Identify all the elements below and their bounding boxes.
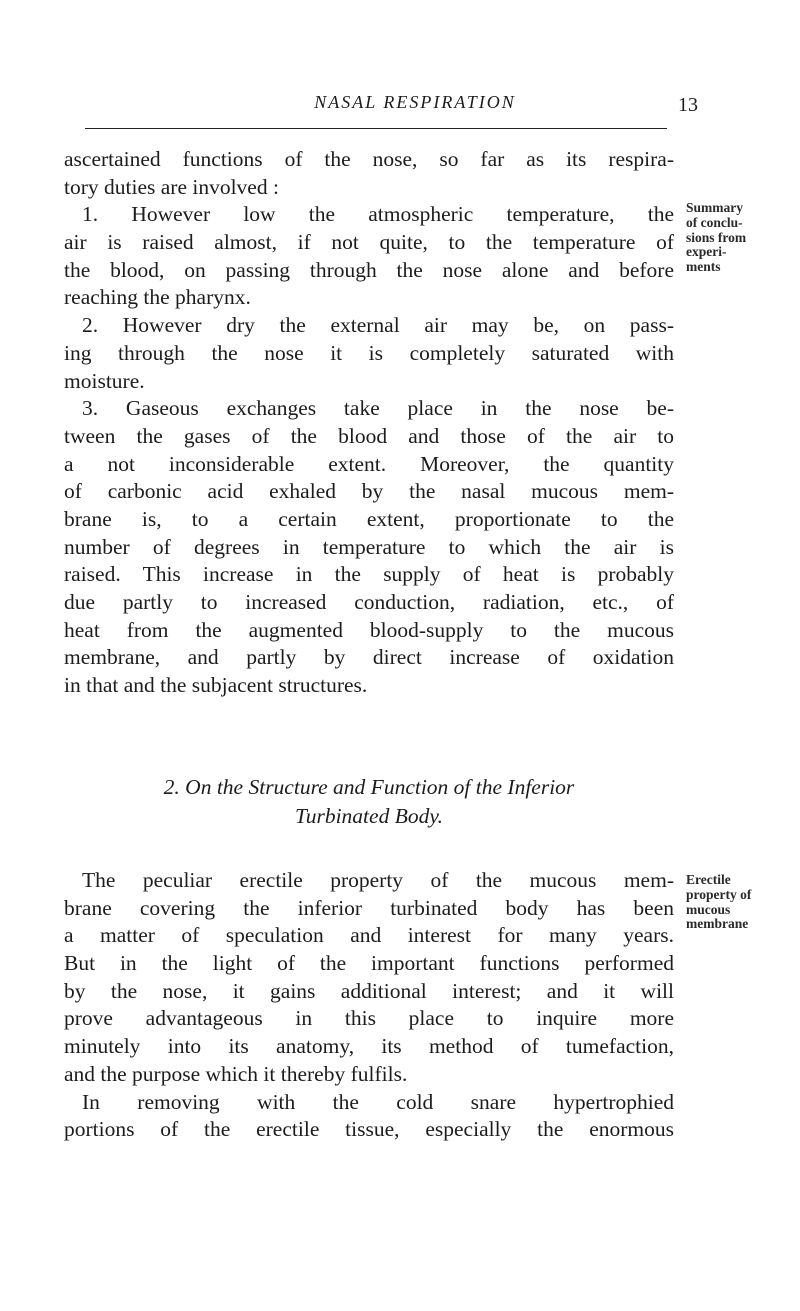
margin-note-line: mucous (686, 901, 731, 917)
running-head (0, 92, 800, 116)
margin-note-line: Summary (686, 200, 743, 215)
margin-note-line: membrane (686, 916, 749, 932)
margin-note-line: experi- (686, 244, 727, 260)
text-line: due partly to increased conduction, radiation, etc., of (64, 590, 674, 614)
text-line: of carbonic acid exhaled by the nasal mucous mem- (64, 479, 674, 504)
text-line: 1. However low the atmospheric temperature, the (82, 202, 674, 227)
text-line: a matter of speculation and interest for many years. (64, 923, 674, 948)
text-line: by the nose, it gains additional interest; and it will (64, 978, 674, 1003)
section-heading-line: Turbinated Body. (294, 804, 444, 828)
text-line: tween the gases of the blood and those of the air to (64, 423, 674, 448)
running-title: NASAL RESPIRATION (314, 92, 516, 112)
text-line: prove advantageous in this place to inquire more (64, 1006, 674, 1031)
text-block-summary (64, 146, 674, 700)
text-line: and the purpose which it thereby fulfils. (64, 1061, 408, 1086)
text-line: raised. This increase in the supply of heat is probably (64, 562, 674, 587)
text-line: 3. Gaseous exchanges take place in the nose be- (82, 396, 674, 421)
margin-note-line: ments (686, 259, 721, 275)
text-line: brane covering the inferior turbinated body has been (64, 895, 674, 920)
text-line: But in the light of the important functions performed (64, 951, 674, 976)
text-line: The peculiar erectile property of the mucous mem- (82, 868, 674, 892)
text-line: membrane, and partly by direct increase of oxidation (64, 645, 674, 670)
margin-note-line: Erectile (686, 872, 731, 887)
text-line: ing through the nose it is completely saturated with (64, 340, 674, 365)
text-line: 2. However dry the external air may be, on pass- (82, 313, 674, 338)
text-line: heat from the augmented blood-supply to the mucous (64, 617, 674, 642)
section-heading (64, 773, 674, 831)
text-line: the blood, on passing through the nose alone and before (64, 257, 674, 282)
page-number: 13 (678, 94, 698, 116)
text-line: reaching the pharynx. (64, 285, 251, 310)
text-line: minutely into its anatomy, its method of tumefaction, (64, 1034, 674, 1059)
header-rule (85, 128, 667, 129)
text-line: number of degrees in temperature to which the air is (64, 534, 674, 559)
margin-note-summary (686, 201, 796, 275)
margin-note-line: sions from (686, 229, 747, 245)
section-heading-line: 2. On the Structure and Function of the Inferior (163, 775, 575, 799)
text-block-turbinated (64, 867, 674, 1144)
text-line: air is raised almost, if not quite, to the temperature of (64, 230, 674, 255)
text-line: portions of the erectile tissue, especially the enormous (64, 1117, 674, 1142)
text-line: a not inconsiderable extent. Moreover, the quantity (64, 451, 674, 476)
text-line: moisture. (64, 368, 145, 393)
text-line: in that and the subjacent structures. (64, 673, 368, 698)
margin-note-line: of conclu- (686, 214, 743, 230)
margin-note-line: property of (686, 886, 752, 902)
text-line: tory duties are involved : (64, 174, 279, 199)
text-line: In removing with the cold snare hypertrophied (82, 1089, 674, 1114)
text-line: brane is, to a certain extent, proportionate to the (64, 506, 674, 531)
margin-note-erectile (686, 873, 796, 932)
text-line: ascertained functions of the nose, so far as its respira- (64, 147, 674, 171)
